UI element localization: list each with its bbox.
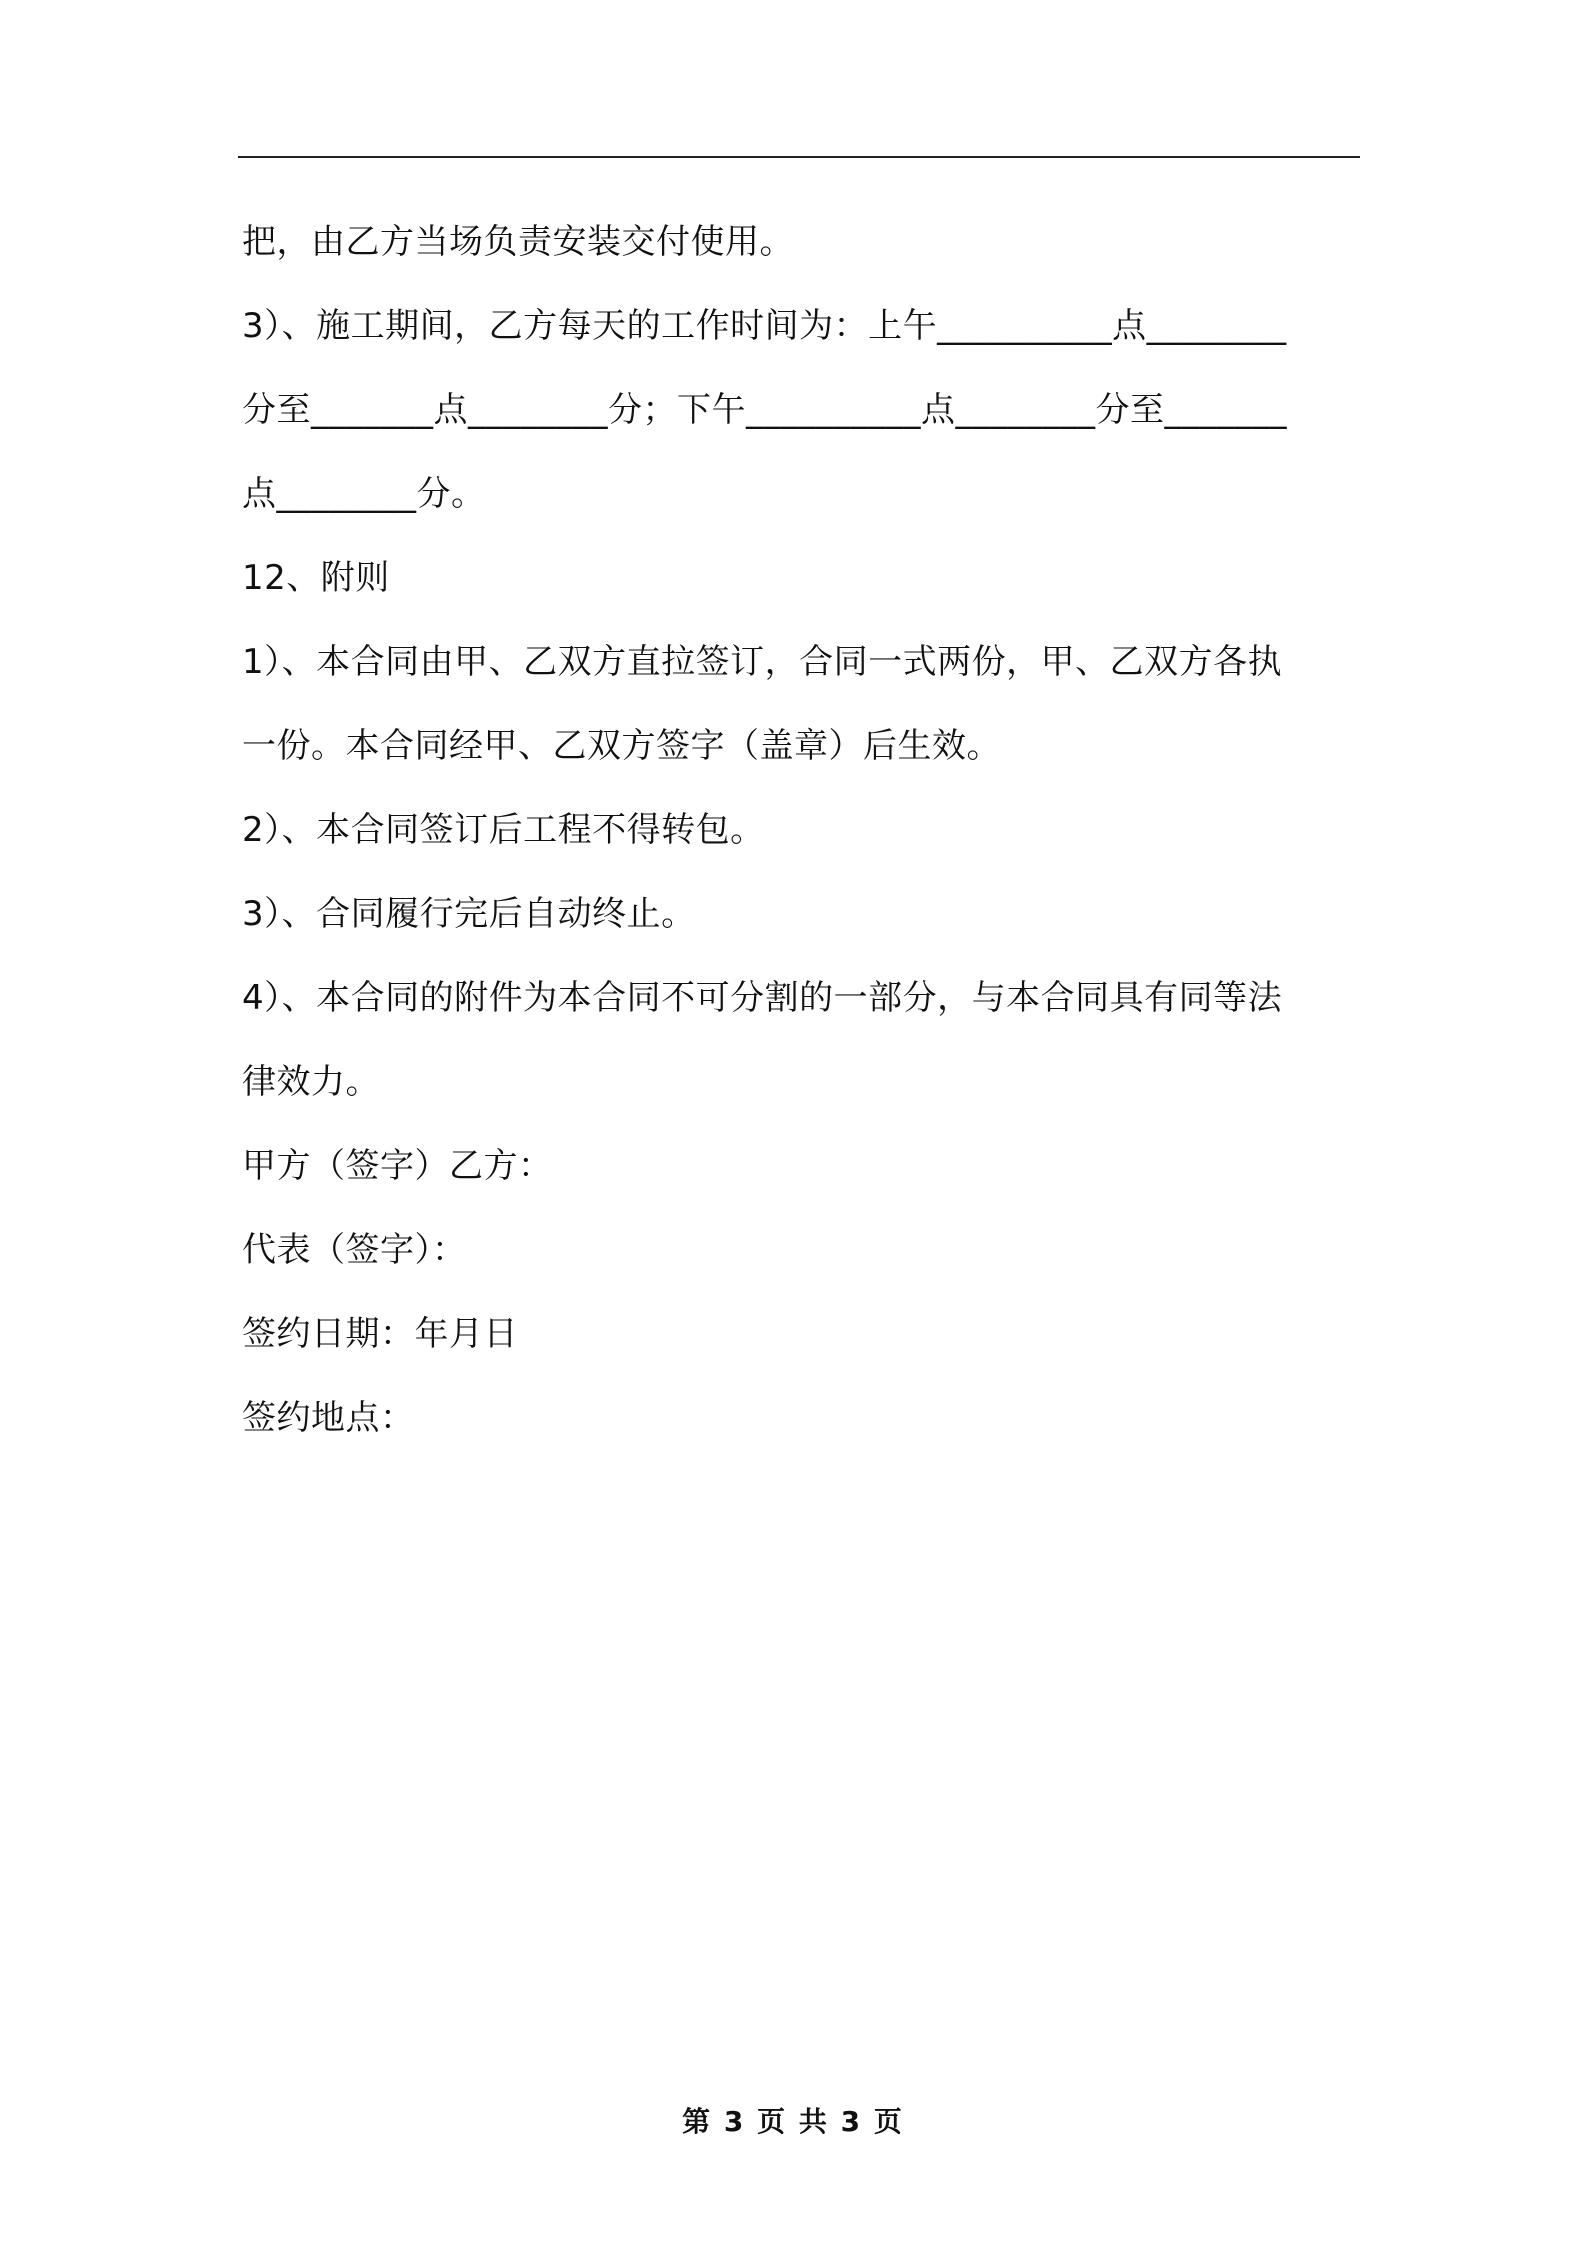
document-body [242, 200, 1360, 1460]
paragraph-line: 点________分。 [242, 474, 486, 514]
signing-date-line: 签约日期：年月日 [242, 1314, 518, 1354]
header-divider [238, 156, 1360, 158]
paragraph-line: 律效力。 [242, 1062, 380, 1102]
paragraph-line: 把，由乙方当场负责安装交付使用。 [242, 222, 794, 262]
paragraph-line: 分至_______点________分；下午__________点________分至_______ [242, 390, 1287, 430]
paragraph-line: 一份。本合同经甲、乙双方签字（盖章）后生效。 [242, 726, 1001, 766]
signature-party-line: 甲方（签字）乙方： [242, 1146, 553, 1186]
section-heading: 12、附则 [242, 558, 390, 598]
paragraph-line: 3）、合同履行完后自动终止。 [242, 894, 696, 934]
paragraph-line: 3）、施工期间，乙方每天的工作时间为：上午__________点________ [242, 306, 1287, 346]
paragraph-line: 1）、本合同由甲、乙双方直拉签订，合同一式两份，甲、乙双方各执 [242, 642, 1283, 682]
page-number-footer: 第 3 页 共 3 页 [682, 2105, 904, 2138]
signing-place-line: 签约地点： [242, 1398, 415, 1438]
paragraph-line: 2）、本合同签订后工程不得转包。 [242, 810, 765, 850]
signature-representative-line: 代表（签字）： [242, 1230, 467, 1270]
paragraph-line: 4）、本合同的附件为本合同不可分割的一部分，与本合同具有同等法 [242, 978, 1283, 1018]
